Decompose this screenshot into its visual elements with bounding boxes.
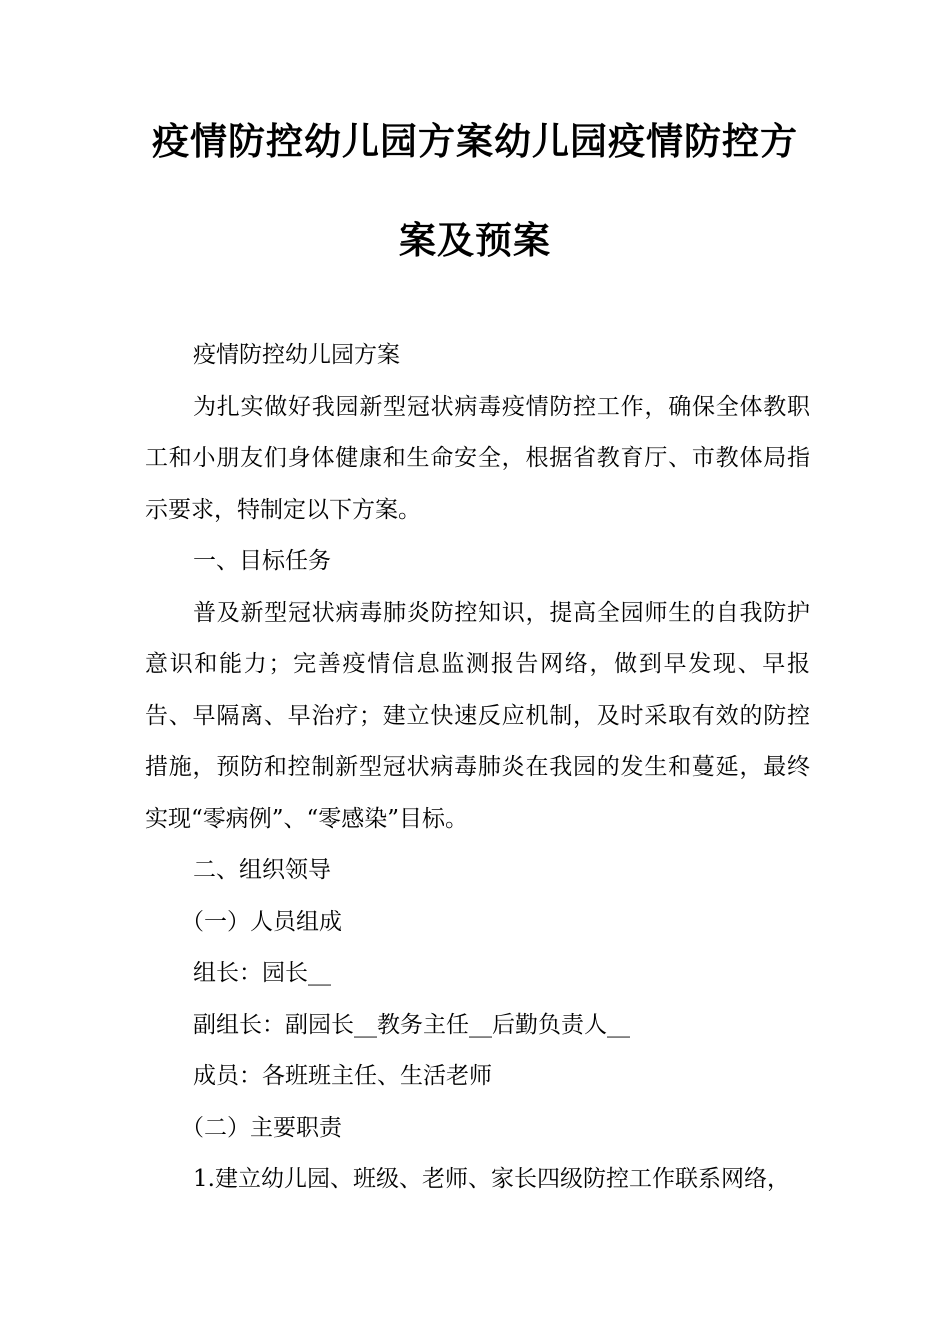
paragraph: 普及新型冠状病毒肺炎防控知识，提高全园师生的自我防护意识和能力；完善疫情信息监测报告网络，做到早发现、早报告、早隔离、早治疗；建立快速反应机制，及时采取有效的防控措施，预防和控制新型冠状病毒肺炎在我园的发生和蔓延，最终实现“零病例”、“零感染”目标。 [145, 599, 810, 832]
paragraph: 成员：各班班主任、生活老师 [193, 1063, 492, 1089]
subsection-heading: （二）主要职责 [181, 1114, 342, 1141]
section-heading: 一、目标任务 [193, 548, 331, 574]
paragraph: 为扎实做好我园新型冠状病毒疫情防控工作，确保全体教职工和小朋友们身体健康和生命安全，根据省教育厅、市教体局指示要求，特制定以下方案。 [145, 393, 810, 523]
document-title-line-1: 疫情防控幼儿园方案幼儿园疫情防控方 [152, 120, 798, 163]
section-heading: 二、组织领导 [193, 857, 331, 883]
subsection-heading: （一）人员组成 [181, 908, 342, 935]
paragraph: 组长：园长__ [193, 960, 331, 986]
paragraph: 副组长：副园长__教务主任__后勤负责人__ [193, 1011, 630, 1038]
document-title-line-2: 案及预案 [399, 219, 551, 262]
document-body [145, 330, 810, 1206]
section-heading: 疫情防控幼儿园方案 [193, 342, 400, 368]
paragraph: 1.建立幼儿园、班级、老师、家长四级防控工作联系网络， [193, 1166, 790, 1192]
